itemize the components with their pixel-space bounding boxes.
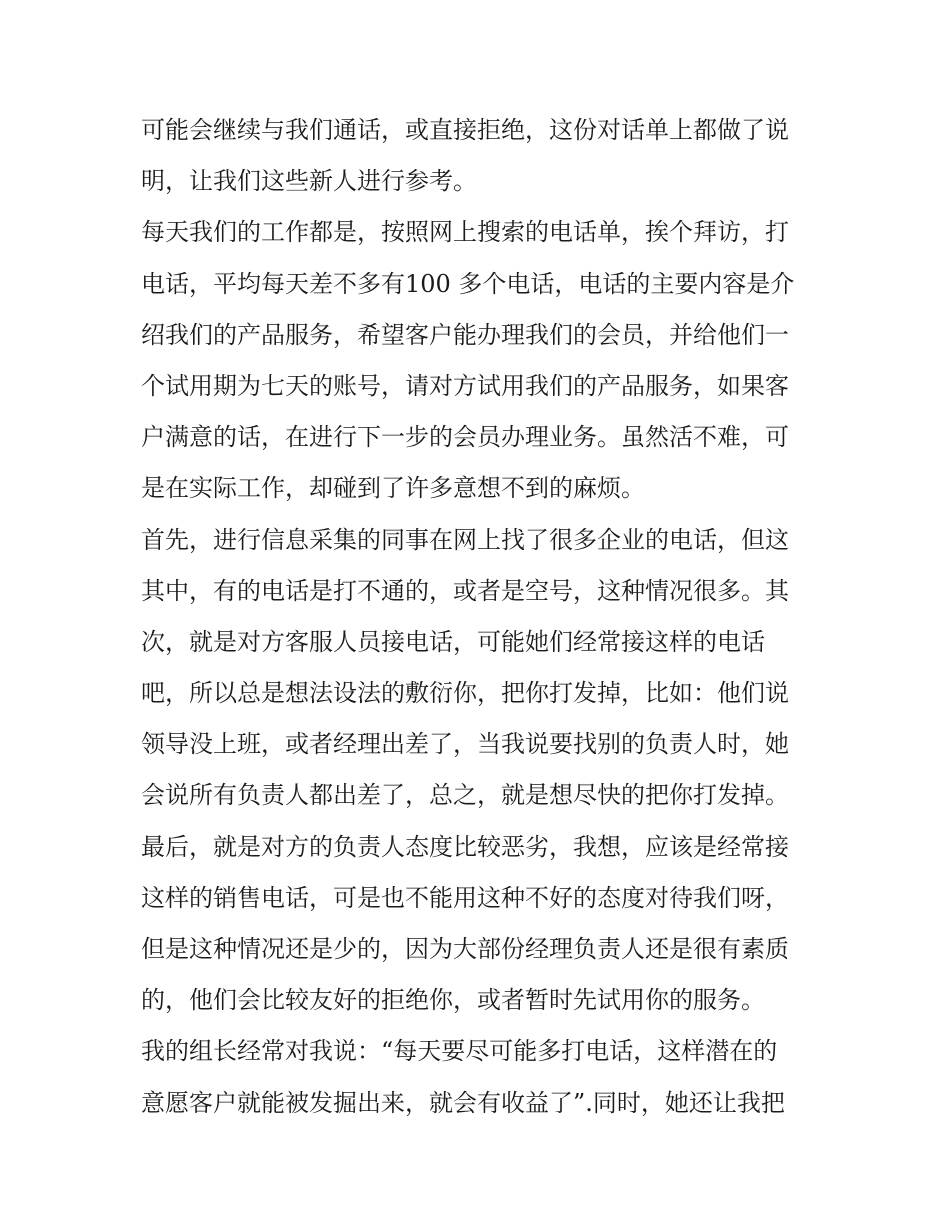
text-line-19: 我的组长经常对我说：“每天要尽可能多打电话，这样潜在的 [141, 1037, 778, 1066]
text-line-11: 次，就是对方客服人员接电话，可能她们经常接这样的电话 [141, 627, 765, 656]
text-line-16: 这样的销售电话，可是也不能用这种不好的态度对待我们呀， [141, 883, 789, 912]
text-line-7: 户满意的话，在进行下一步的会员办理业务。虽然活不难，可 [141, 423, 789, 452]
text-line-14: 会说所有负责人都出差了，总之，就是想尽快的把你打发掉。 [141, 781, 789, 810]
text-line-20: 意愿客户就能被发掘出来，就会有收益了”.同时，她还让我把 [141, 1088, 785, 1117]
text-line-4: 电话，平均每天差不多有100 多个电话，电话的主要内容是介 [141, 269, 795, 298]
text-line-1: 可能会继续与我们通话，或直接拒绝，这份对话单上都做了说 [141, 116, 789, 144]
text-line-2: 明，让我们这些新人进行参考。 [141, 167, 477, 196]
text-line-8: 是在实际工作，却碰到了许多意想不到的麻烦。 [141, 474, 645, 503]
text-line-6: 个试用期为七天的账号，请对方试用我们的产品服务，如果客 [141, 371, 789, 400]
text-line-18: 的，他们会比较友好的拒绝你，或者暂时先试用你的服务。 [141, 986, 765, 1015]
text-line-5: 绍我们的产品服务，希望客户能办理我们的会员，并给他们一 [141, 320, 789, 349]
text-line-3: 每天我们的工作都是，按照网上搜索的电话单，挨个拜访，打 [141, 218, 789, 247]
text-line-15: 最后，就是对方的负责人态度比较恶劣，我想，应该是经常接 [141, 832, 789, 861]
text-line-9: 首先，进行信息采集的同事在网上找了很多企业的电话，但这 [141, 525, 789, 554]
text-line-17: 但是这种情况还是少的，因为大部份经理负责人还是很有素质 [141, 935, 789, 963]
body-text [141, 105, 821, 1129]
text-line-13: 领导没上班，或者经理出差了，当我说要找别的负责人时，她 [141, 730, 789, 759]
text-line-10: 其中，有的电话是打不通的，或者是空号，这种情况很多。其 [141, 576, 789, 605]
text-line-12: 吧，所以总是想法设法的敷衍你，把你打发掉，比如：他们说 [141, 679, 789, 708]
